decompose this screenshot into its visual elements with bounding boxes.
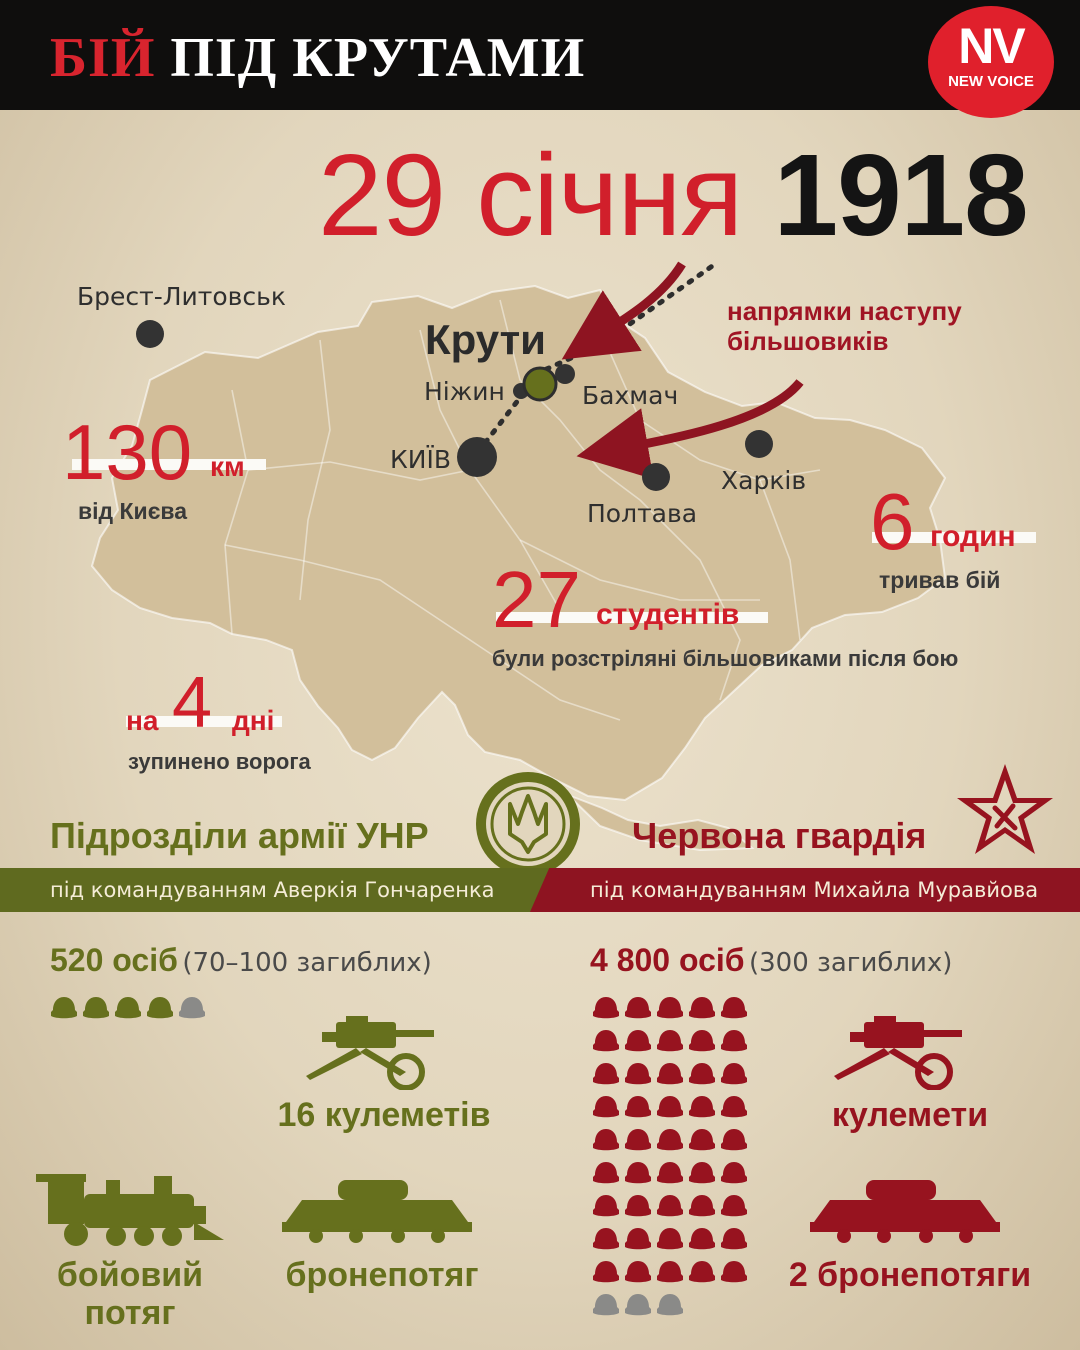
poltava-marker bbox=[642, 463, 670, 491]
attack-arrow-north bbox=[592, 264, 682, 340]
days-unit: дні bbox=[232, 705, 275, 736]
kharkiv-marker bbox=[745, 430, 773, 458]
soldier-helmet-icon bbox=[720, 1126, 748, 1154]
red-guard-commander: під командуванням Михайла Муравйова bbox=[590, 878, 1039, 902]
soldier-helmet-icon bbox=[82, 994, 110, 1022]
soldier-helmet-icon bbox=[592, 1027, 620, 1055]
days-prefix: на bbox=[126, 705, 159, 736]
students-unit: студентів bbox=[596, 598, 740, 631]
students-value: 27 bbox=[492, 555, 581, 644]
soldier-helmet-icon bbox=[720, 1225, 748, 1253]
soldier-helmet-icon bbox=[146, 994, 174, 1022]
killed-helmet-icon bbox=[624, 1291, 652, 1319]
soldier-helmet-icon bbox=[656, 1159, 684, 1187]
soldier-helmet-icon bbox=[656, 1060, 684, 1088]
red-guard-count-row bbox=[590, 942, 952, 979]
soldier-helmet-icon bbox=[656, 1093, 684, 1121]
arrow-caption bbox=[727, 296, 962, 356]
days-value: 4 bbox=[172, 663, 213, 743]
soldier-helmet-icon bbox=[624, 1225, 652, 1253]
city-bakhmach: Бахмач bbox=[582, 381, 679, 410]
distance-value: 130 bbox=[62, 408, 193, 496]
duration-value: 6 bbox=[870, 477, 915, 566]
soldier-helmet-icon bbox=[720, 1159, 748, 1187]
date-day-month: 29 січня bbox=[318, 130, 743, 260]
city-kyiv: КИЇВ bbox=[390, 445, 451, 474]
soldier-helmet-icon bbox=[592, 1060, 620, 1088]
soldier-helmet-icon bbox=[688, 1192, 716, 1220]
soldier-helmet-icon bbox=[592, 1159, 620, 1187]
soldier-helmet-icon bbox=[592, 1126, 620, 1154]
unr-machine-gun-icon bbox=[306, 1016, 438, 1090]
soldier-helmet-icon bbox=[720, 994, 748, 1022]
soldier-helmet-icon bbox=[656, 1027, 684, 1055]
unr-killed: (70–100 загиблих) bbox=[182, 948, 432, 978]
unr-title: Підрозділи армії УНР bbox=[50, 815, 429, 856]
distance-caption: від Києва bbox=[78, 498, 188, 524]
soldier-helmet-icon bbox=[592, 1192, 620, 1220]
soldier-helmet-icon bbox=[720, 1060, 748, 1088]
title-main: ПІД КРУТАМИ bbox=[170, 27, 586, 89]
arrow-caption-line-2: більшовиків bbox=[727, 326, 889, 356]
soldier-helmet-icon bbox=[656, 1258, 684, 1286]
soldier-helmet-icon bbox=[688, 1126, 716, 1154]
unr-train-label: бойовий потяг bbox=[56, 1256, 204, 1332]
soldier-helmet-icon bbox=[720, 1258, 748, 1286]
soldier-helmet-icon bbox=[592, 1093, 620, 1121]
soldier-helmet-icon bbox=[592, 1225, 620, 1253]
city-kharkiv: Харків bbox=[721, 466, 807, 495]
soldier-helmet-icon bbox=[720, 1027, 748, 1055]
unr-helmet-grid bbox=[50, 994, 220, 1028]
soldier-helmet-icon bbox=[624, 1159, 652, 1187]
killed-helmet-icon bbox=[592, 1291, 620, 1319]
soldier-helmet-icon bbox=[656, 1192, 684, 1220]
soldier-helmet-icon bbox=[624, 1027, 652, 1055]
days-caption: зупинено ворога bbox=[128, 749, 311, 774]
bakhmach-marker bbox=[555, 364, 575, 384]
soldier-helmet-icon bbox=[656, 1126, 684, 1154]
soldier-helmet-icon bbox=[592, 1258, 620, 1286]
red-guard-killed: (300 загиблих) bbox=[749, 948, 953, 978]
soldier-helmet-icon bbox=[656, 994, 684, 1022]
unr-armored-train-label: бронепотяг bbox=[285, 1256, 479, 1294]
red-guard-machine-gun-icon bbox=[834, 1016, 966, 1090]
duration-caption: тривав бій bbox=[879, 567, 1001, 593]
soldier-helmet-icon bbox=[624, 1258, 652, 1286]
soldier-helmet-icon bbox=[624, 1093, 652, 1121]
soldier-helmet-icon bbox=[720, 1093, 748, 1121]
soldier-helmet-icon bbox=[720, 1192, 748, 1220]
kruty-marker bbox=[524, 368, 556, 400]
arrow-caption-line-1: напрямки наступу bbox=[727, 296, 962, 326]
city-brest: Брест-Литовськ bbox=[77, 282, 286, 311]
students-caption: були розстріляні більшовиками після бою bbox=[492, 646, 959, 671]
logo-mark: NV bbox=[958, 18, 1024, 74]
city-kruty: Крути bbox=[425, 316, 546, 363]
logo-name: NEW VOICE bbox=[948, 73, 1034, 90]
city-poltava: Полтава bbox=[587, 499, 698, 528]
city-nizhyn: Ніжин bbox=[424, 377, 505, 406]
red-guard-machine-guns-label: кулемети bbox=[831, 1096, 989, 1134]
red-guard-title: Червона гвардія bbox=[632, 815, 927, 856]
soldier-helmet-icon bbox=[114, 994, 142, 1022]
soldier-helmet-icon bbox=[624, 1192, 652, 1220]
title-accent: БІЙ bbox=[50, 27, 156, 89]
soldier-helmet-icon bbox=[688, 1159, 716, 1187]
soldier-helmet-icon bbox=[688, 1060, 716, 1088]
soldier-helmet-icon bbox=[50, 994, 78, 1022]
unr-count-row bbox=[50, 942, 432, 979]
soldier-helmet-icon bbox=[592, 994, 620, 1022]
red-star-emblem-icon bbox=[953, 760, 1057, 864]
unr-armored-train-icon bbox=[282, 1180, 472, 1244]
soldier-helmet-icon bbox=[688, 1093, 716, 1121]
unr-commander: під командуванням Аверкія Гончаренка bbox=[50, 878, 495, 902]
soldier-helmet-icon bbox=[624, 994, 652, 1022]
soldier-helmet-icon bbox=[688, 994, 716, 1022]
red-guard-armored-trains-label: 2 бронепотяги bbox=[788, 1256, 1032, 1294]
brest-marker bbox=[136, 320, 164, 348]
date-year: 1918 bbox=[773, 130, 1028, 260]
kyiv-marker bbox=[457, 437, 497, 477]
soldier-helmet-icon bbox=[688, 1027, 716, 1055]
soldier-helmet-icon bbox=[688, 1258, 716, 1286]
red-guard-helmet-grid bbox=[592, 994, 762, 1324]
soldier-helmet-icon bbox=[624, 1060, 652, 1088]
red-guard-armored-train-icon bbox=[810, 1180, 1000, 1244]
killed-helmet-icon bbox=[178, 994, 206, 1022]
red-guard-count: 4 800 осіб bbox=[590, 942, 745, 978]
trident-emblem-icon bbox=[474, 770, 582, 878]
killed-helmet-icon bbox=[656, 1291, 684, 1319]
unr-count: 520 осіб bbox=[50, 942, 178, 978]
soldier-helmet-icon bbox=[656, 1225, 684, 1253]
soldier-helmet-icon bbox=[624, 1126, 652, 1154]
duration-unit: годин bbox=[930, 520, 1016, 553]
soldier-helmet-icon bbox=[688, 1225, 716, 1253]
distance-unit: км bbox=[210, 451, 245, 482]
unr-machine-guns-label: 16 кулеметів bbox=[277, 1096, 491, 1134]
unr-train-icon bbox=[36, 1166, 226, 1248]
